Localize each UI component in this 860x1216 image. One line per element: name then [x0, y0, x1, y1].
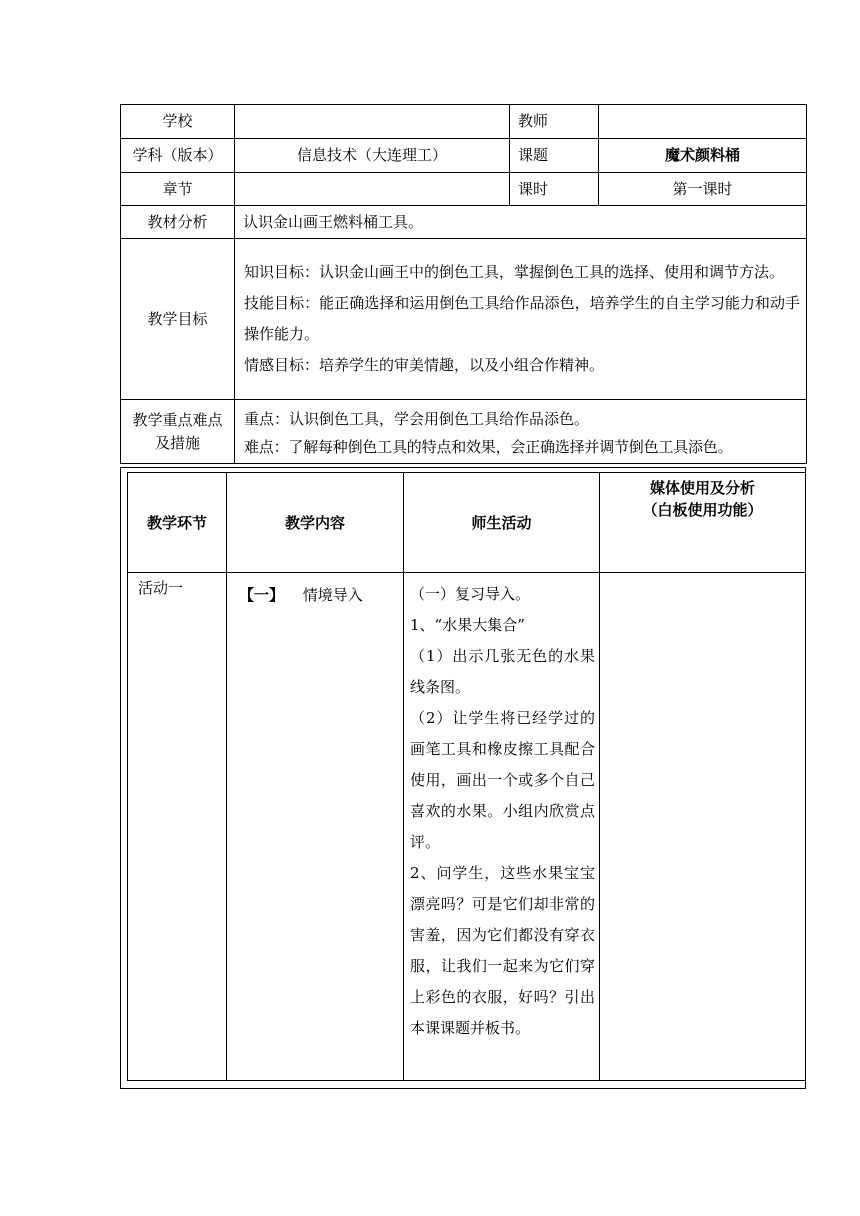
content-cell — [227, 573, 404, 1081]
activity-paragraph: （1）出示几张无色的水果线条图。 — [410, 647, 595, 696]
goals-cell — [235, 239, 807, 400]
teaching-process-table — [127, 472, 806, 1081]
school-label: 学校 — [121, 105, 235, 139]
keypoints-cell — [235, 400, 807, 464]
activity-paragraph: 1、“水果大集合” — [410, 616, 525, 634]
header-stage: 教学环节 — [128, 473, 227, 573]
lesson-info-table — [120, 104, 807, 464]
keypoints-label: 教学重点难点及措施 — [121, 400, 235, 464]
header-media — [600, 473, 806, 573]
activity-paragraph: （2）让学生将已经学过的画笔工具和橡皮擦工具配合使用，画出一个或多个自己喜欢的水果。小组内欣赏点评。 — [410, 709, 595, 851]
content-bracket: 【一】 — [239, 586, 285, 604]
stage-cell: 活动一 — [128, 573, 227, 1081]
teacher-value — [599, 105, 807, 139]
subject-value: 信息技术（大连理工） — [235, 139, 510, 173]
chapter-value — [235, 173, 510, 206]
header-content: 教学内容 — [227, 473, 404, 573]
activity-cell — [404, 573, 600, 1081]
key-point: 重点：认识倒色工具，学会用倒色工具给作品添色。 — [244, 409, 590, 428]
period-label: 课时 — [510, 173, 599, 206]
activity-paragraph: 2、问学生，这些水果宝宝漂亮吗？可是它们却非常的害羞，因为它们都没有穿衣服，让我们一起来为它们穿上彩色的衣服，好吗？引出本课课题并板书。 — [410, 864, 595, 1037]
activity-paragraph: （一）复习导入。 — [410, 585, 531, 603]
chapter-label: 章节 — [121, 173, 235, 206]
period-value: 第一课时 — [599, 173, 807, 206]
header-media-line1: 媒体使用及分析 — [649, 479, 755, 497]
teacher-label: 教师 — [510, 105, 599, 139]
school-value — [235, 105, 510, 139]
subject-label: 学科（版本） — [121, 139, 235, 173]
content-text: 情境导入 — [302, 586, 363, 604]
goal-emotion: 情感目标：培养学生的审美情趣，以及小组合作精神。 — [244, 356, 605, 374]
topic-value: 魔术颜料桶 — [599, 139, 807, 173]
header-activity: 师生活动 — [404, 473, 600, 573]
header-media-line2: （白板使用功能） — [642, 501, 763, 519]
analysis-value: 认识金山画王燃料桶工具。 — [235, 206, 807, 239]
analysis-label: 教材分析 — [121, 206, 235, 239]
goal-knowledge: 知识目标：认识金山画王中的倒色工具，掌握倒色工具的选择、使用和调节方法。 — [244, 263, 785, 281]
difficult-point: 难点：了解每种倒色工具的特点和效果，会正确选择并调节倒色工具添色。 — [244, 437, 733, 456]
goals-label: 教学目标 — [121, 239, 235, 400]
media-cell — [600, 573, 806, 1081]
goal-skill: 技能目标：能正确选择和运用倒色工具给作品添色，培养学生的自主学习能力和动手操作能力。 — [244, 294, 800, 343]
topic-label: 课题 — [510, 139, 599, 173]
